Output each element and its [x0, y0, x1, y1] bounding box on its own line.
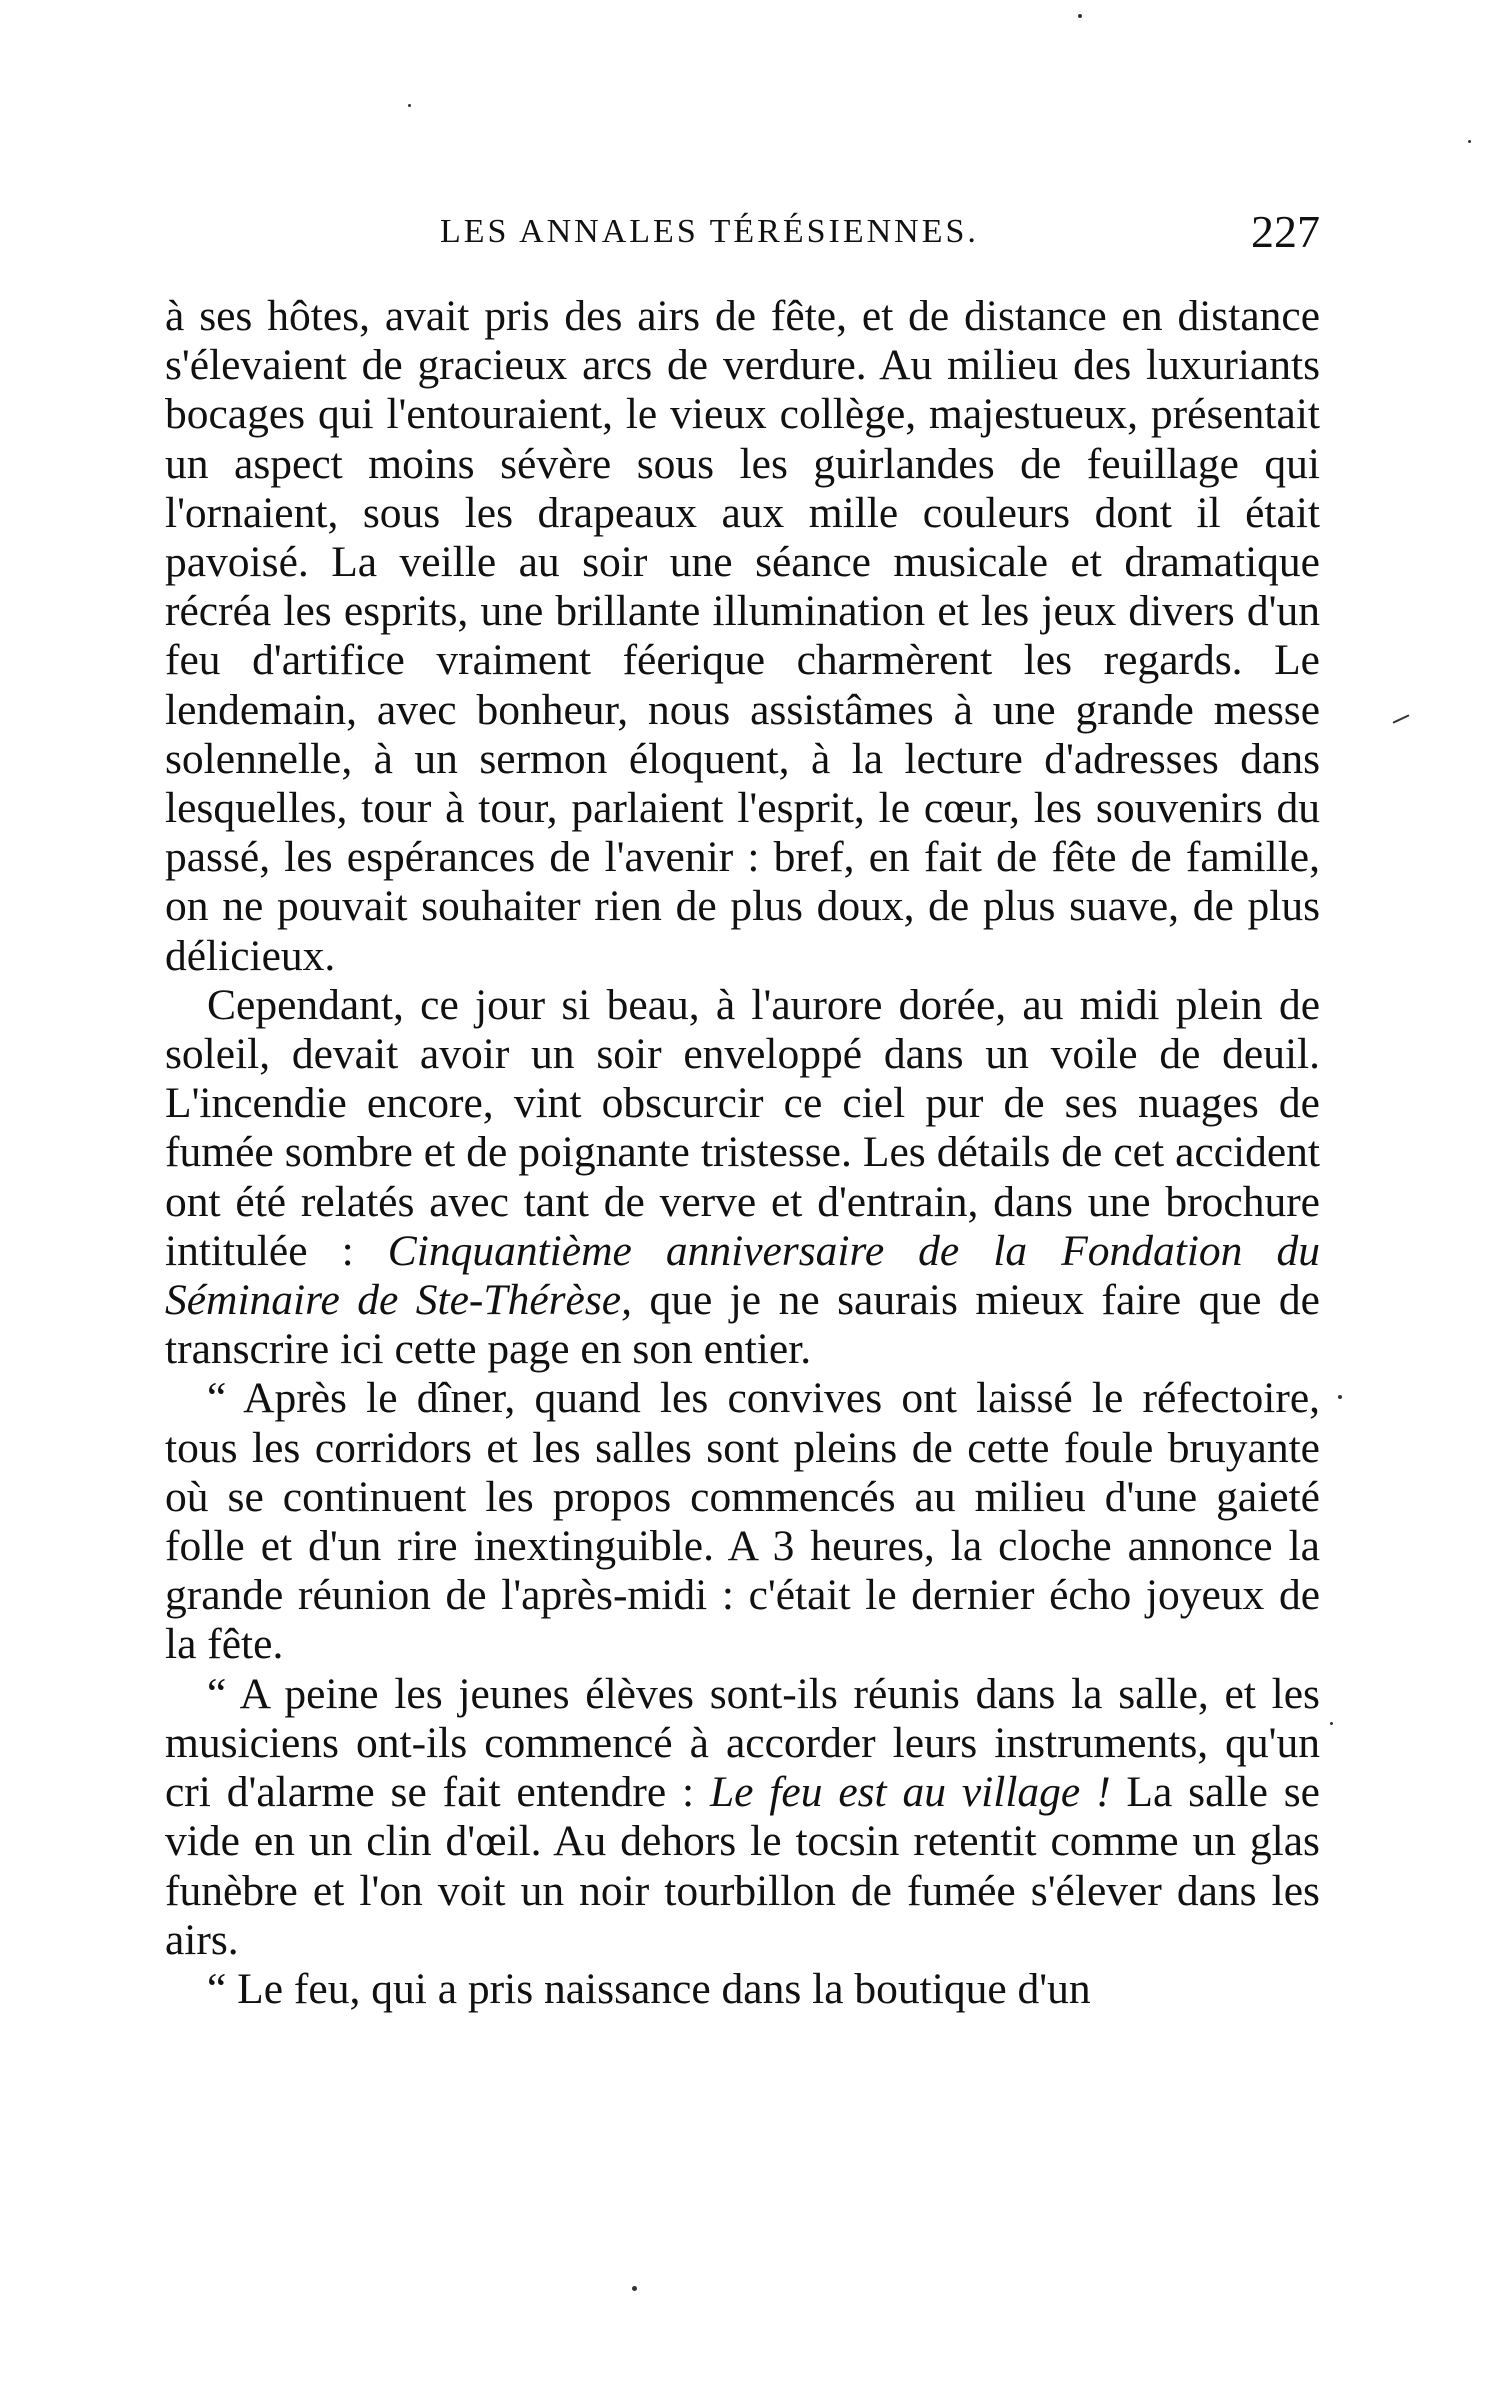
paragraph-2-text-after: que je ne saurais mieux faire que de transcrire ici cette page en son entier.	[165, 1276, 1320, 1374]
scan-speck	[1468, 140, 1471, 143]
running-title: LES ANNALES TÉRÉSIENNES.	[440, 213, 979, 250]
paragraph-4-text-before: “ A peine les jeunes élèves sont-ils réunis dans la salle, et les musiciens ont-ils commencé à accorder leurs instruments, qu'un cri d'alarme se fait entendre :	[165, 1669, 1320, 1817]
paragraph-5-text: “ Le feu, qui a pris naissance dans la boutique d'un	[207, 1964, 1091, 2013]
paragraph-1-text: à ses hôtes, avait pris des airs de fête, et de distance en distance s'élevaient de gracieux arcs de verdure. Au milieu des luxuriants bocages qui l'entouraient, le vieux collège, majestueux, présentait un aspect moins sévère sous les guirlandes de feuillage qui l'ornaient, sous les drapeaux aux mille couleurs dont il était pavoisé. La veille au soir une séance musicale et dramatique récréa les esprits, une brillante illumination et les jeux divers d'un feu d'artifice vraiment féerique charmèrent les regards. Le lendemain, avec bonheur, nous assistâmes à une grande messe solennelle, à un sermon éloquent, à la lecture d'adresses dans lesquelles, tour à tour, parlaient l'esprit, le cœur, les souvenirs du passé, les espérances de l'avenir : bref, en fait de fête de famille, on ne pouvait souhaiter rien de plus doux, de plus suave, de plus délicieux.	[165, 292, 1320, 980]
scan-speck	[1078, 14, 1082, 18]
page-number: 227	[1251, 206, 1320, 257]
scan-speck	[1392, 714, 1409, 723]
scan-speck	[1330, 1722, 1333, 1725]
scan-speck	[632, 2286, 637, 2291]
paragraph-2-text-before: Cependant, ce jour si beau, à l'aurore dorée, au midi plein de soleil, devait avoir un soir enveloppé dans un voile de deuil. L'incendie encore, vint obscurcir ce ciel pur de ses nuages de fumée sombre et de poignante tristesse. Les détails de cet accident ont été relatés avec tant de verve et d'entrain, dans une brochure intitulée :	[165, 980, 1320, 1275]
scan-speck	[1338, 1395, 1342, 1399]
scan-speck	[408, 104, 411, 107]
paragraph-4-text-after: La salle se vide en un clin d'œil. Au dehors le tocsin retentit comme un glas funèbre et l'on voit un noir tourbillon de fumée s'élever dans les airs.	[165, 1768, 1320, 1964]
brochure-title: Cinquantième anniversaire de la Fondation du Séminaire de Ste-Thérèse,	[165, 1226, 1320, 1325]
paragraph-3-text: “ Après le dîner, quand les convives ont laissé le réfectoire, tous les corridors et les salles sont pleins de cette foule bruyante où se continuent les propos commencés au milieu d'une gaieté folle et d'un rire inextinguible. A 3 heures, la cloche annonce la grande réunion de l'après-midi : c'était le dernier écho joyeux de la fête.	[165, 1374, 1320, 1669]
alarm-cry: Le feu est au village !	[709, 1768, 1111, 1817]
